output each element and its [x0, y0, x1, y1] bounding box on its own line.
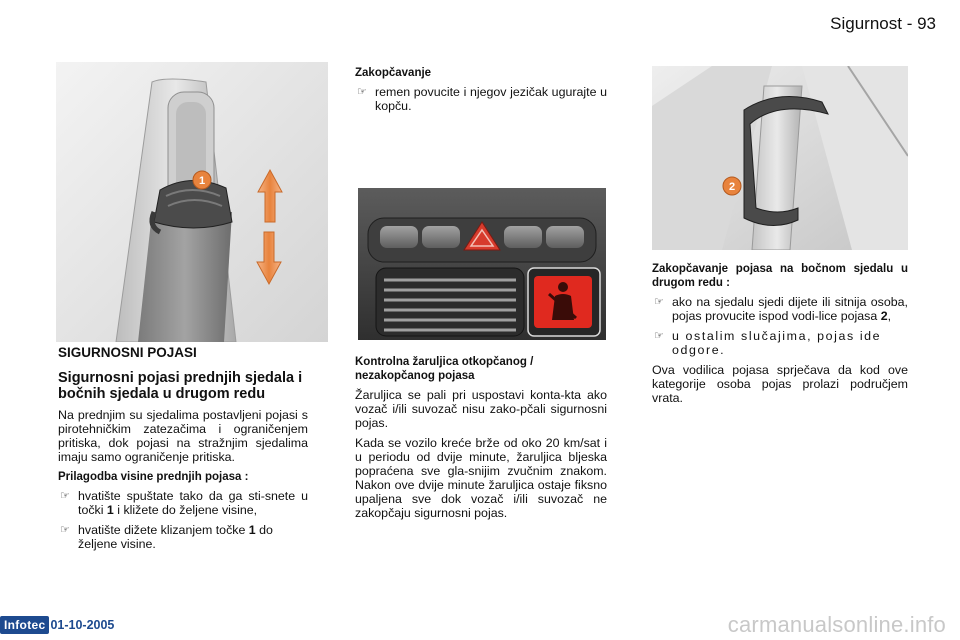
- fasten-text: remen povucite i njegov jezičak ugurajte u kopču.: [375, 85, 607, 113]
- left-column: [58, 346, 308, 557]
- infotec-logo: Infotec: [0, 616, 49, 634]
- belt-height-adjuster-illustration: [56, 62, 328, 342]
- publication-date: 01-10-2005: [50, 618, 115, 632]
- section-title: SIGURNOSNI POJASI: [58, 345, 197, 360]
- bullet-raise-b: do željene visine.: [78, 523, 273, 551]
- warning-lamp-paragraph-2: Kada se vozilo kreće brže od oko 20 km/sat i u periodu od dvije minute, žaruljica bljeska popraćena sve gla-snijim zvučnim znakom. Nakon ove dvije minute žaruljica ostaje fiksno upaljena sve dok vozač i/ili suvozač ne zakopčaju sigurnosni pojas.: [355, 436, 607, 520]
- hand-pointer-icon: ☞: [654, 296, 664, 308]
- footer-date: [0, 616, 114, 634]
- page-header: Sigurnost - 93: [830, 14, 936, 33]
- hand-pointer-icon: ☞: [654, 330, 664, 342]
- bullet-child: [652, 295, 908, 323]
- subtitle: Sigurnosni pojasi prednjih sjedala i bočnih sjedala u drugom redu: [58, 370, 303, 402]
- label-1: 1: [198, 175, 206, 187]
- fasten-title: Zakopčavanje: [355, 67, 432, 79]
- right-column: [652, 262, 908, 411]
- bullet-raise: [58, 523, 308, 551]
- middle-column-lower: [355, 355, 607, 526]
- hand-pointer-icon: ☞: [357, 86, 367, 98]
- bullet-child-b: ,: [887, 309, 892, 323]
- bullet-other: [652, 329, 908, 357]
- hand-pointer-icon: ☞: [60, 490, 70, 502]
- intro-paragraph: Na prednjim su sjedalima postavljeni pojasi s pirotehničkim zatezačima i ograničenjem pritiska, dok pojasi na stražnjim sjedalima imaju samo ograničenje pritiska.: [58, 408, 308, 464]
- bullet-fasten: [355, 85, 607, 113]
- watermark: carmanualsonline.info: [727, 612, 946, 637]
- second-row-title: Zakopčavanje pojasa na bočnom sjedalu u drugom redu :: [652, 263, 908, 289]
- bullet-child-a: ako na sjedalu sjedi dijete ili sitnija osoba, pojas provucite ispod vodi-lice pojasa: [672, 295, 908, 323]
- hand-pointer-icon: ☞: [60, 524, 70, 536]
- bullet-raise-a: hvatište dižete klizanjem točke: [78, 523, 249, 537]
- bullet-other-text: u ostalim slučajima, pojas ide odgore.: [672, 329, 882, 357]
- bullet-lower-b: i kližete do željene visine,: [113, 503, 258, 517]
- belt-guide-illustration: [652, 66, 908, 250]
- point-number: 1: [106, 503, 114, 517]
- warning-lamp-paragraph-1: Žaruljica se pali pri uspostavi konta-kta ako vozač i/ili suvozač nisu zako-pčali sigurnosni pojas.: [355, 388, 607, 430]
- height-adjust-title: Prilagodba visine prednjih pojasa :: [58, 471, 249, 483]
- label-2: 2: [728, 181, 736, 193]
- guide-number: 2: [880, 309, 888, 323]
- bullet-lower-a: hvatište spuštate tako da ga sti-snete u točki: [78, 489, 308, 517]
- middle-column-upper: [355, 66, 607, 119]
- warning-lamp-title: Kontrolna žaruljica otkopčanog / nezakopčanog pojasa: [355, 356, 534, 382]
- point-number: 1: [248, 523, 256, 537]
- closing-paragraph: Ova vodilica pojasa sprječava da kod ove kategorije osoba pojas prolazi područjem vrata.: [652, 363, 908, 405]
- dashboard-warning-lamp-illustration: [358, 188, 606, 340]
- bullet-lower: [58, 489, 308, 517]
